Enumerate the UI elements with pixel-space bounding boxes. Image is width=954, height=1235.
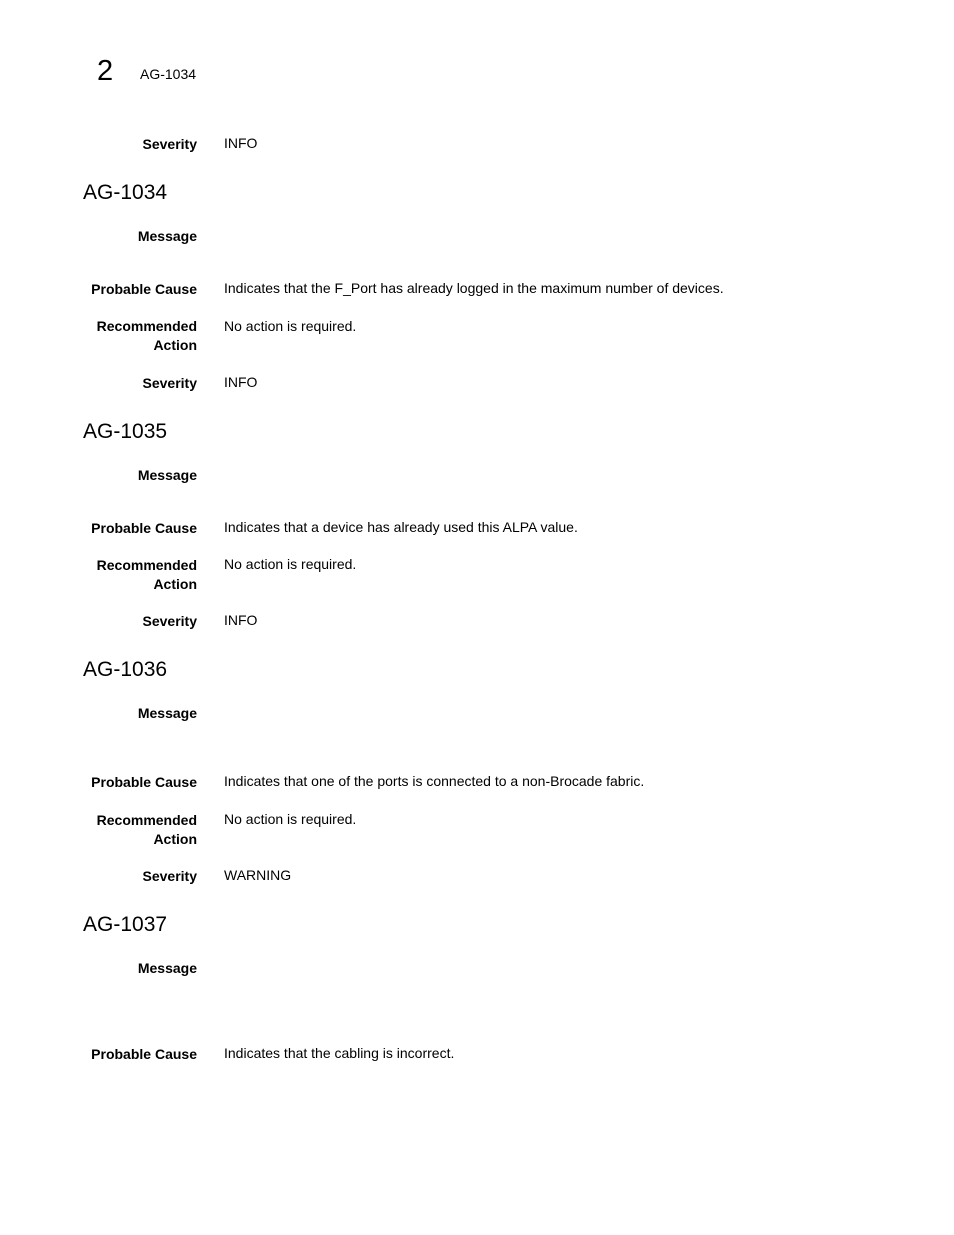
recommended-action-text: No action is required. bbox=[224, 556, 357, 572]
recommended-label-line1: Recommended bbox=[96, 557, 197, 573]
severity-value: INFO bbox=[224, 612, 258, 628]
recommended-label-line1: Recommended bbox=[96, 812, 197, 828]
probable-cause-label: Probable Cause bbox=[91, 281, 197, 297]
message-label: Message bbox=[137, 705, 197, 721]
severity-value: INFO bbox=[224, 374, 258, 390]
severity-label: Severity bbox=[142, 375, 197, 391]
probable-cause-text: Indicates that the cabling is incorrect. bbox=[224, 1045, 455, 1061]
recommended-label-line2: Action bbox=[153, 576, 197, 592]
section-heading-ag-1036: AG-1036 bbox=[83, 658, 168, 681]
recommended-action-text: No action is required. bbox=[224, 811, 357, 827]
recommended-action-label bbox=[70, 556, 197, 594]
recommended-action-label bbox=[70, 317, 197, 355]
recommended-label-line2: Action bbox=[153, 337, 197, 353]
probable-cause-label: Probable Cause bbox=[91, 1046, 197, 1062]
running-title: AG-1034 bbox=[140, 66, 197, 82]
probable-cause-label: Probable Cause bbox=[91, 774, 197, 790]
probable-cause-text: Indicates that the F_Port has already logged in the maximum number of devices. bbox=[224, 280, 724, 296]
recommended-label-line2: Action bbox=[153, 831, 197, 847]
recommended-action-label bbox=[70, 811, 197, 849]
message-label: Message bbox=[137, 228, 197, 244]
recommended-label-line1: Recommended bbox=[96, 318, 197, 334]
severity-value: INFO bbox=[224, 135, 258, 151]
chapter-number: 2 bbox=[97, 55, 114, 87]
recommended-action-text: No action is required. bbox=[224, 318, 357, 334]
section-heading-ag-1034: AG-1034 bbox=[83, 181, 168, 204]
severity-label: Severity bbox=[142, 868, 197, 884]
section-heading-ag-1037: AG-1037 bbox=[83, 913, 168, 936]
severity-value: WARNING bbox=[224, 867, 292, 883]
section-heading-ag-1035: AG-1035 bbox=[83, 420, 168, 443]
probable-cause-text: Indicates that one of the ports is connected to a non-Brocade fabric. bbox=[224, 773, 645, 789]
message-label: Message bbox=[137, 467, 197, 483]
probable-cause-label: Probable Cause bbox=[91, 520, 197, 536]
message-label: Message bbox=[137, 960, 197, 976]
severity-label: Severity bbox=[142, 136, 197, 152]
severity-label: Severity bbox=[142, 613, 197, 629]
probable-cause-text: Indicates that a device has already used this ALPA value. bbox=[224, 519, 578, 535]
